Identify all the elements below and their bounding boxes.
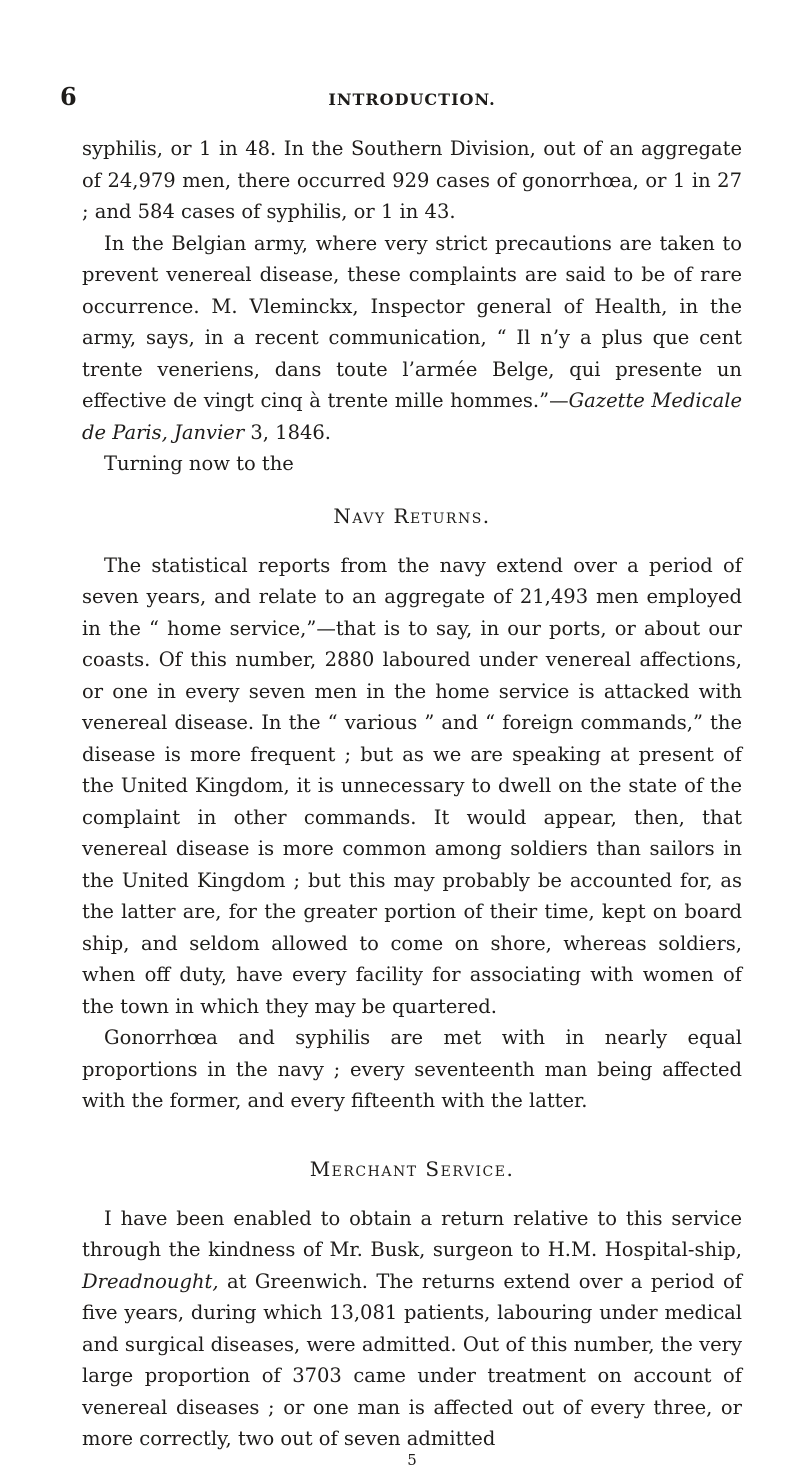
book-page [60, 60, 742, 1469]
paragraph-southern-division: syphilis, or 1 in 48. In the Southern Division, out of an aggregate of 24,979 men, there occurred 929 cases of gonorrhœa, or 1 in 27 ; and 584 cases of syphilis, or 1 in 43. [82, 137, 742, 223]
paragraph-navy-statistics: The statistical reports from the navy extend over a period of seven years, and relate to an aggregate of 21,493 men employed in the “ home service,”—that is to say, in our ports, or about our coasts. Of this number, 2880 laboured under venereal affections, or one in every seven men in the home service is attacked with venereal disease. In the “ various ” and “ foreign commands,” the disease is more frequent ; but as we are speaking at present of the United Kingdom, it is unnecessary to dwell on the state of the complaint in other commands. It would appear, then, that venereal disease is more common among soldiers than sailors in the United Kingdom ; but this may probably be accounted for, as the latter are, for the greater portion of their time, kept on board ship, and seldom allowed to come on shore, whereas soldiers, when off duty, have every facility for associating with women of the town in which they may be quartered. [82, 553, 742, 1018]
merchant-text-start: I have been enabled to obtain a return relative to this service through the kindness of Mr. Busk, surgeon to H.M. Hospital-ship, [82, 1206, 742, 1261]
body-text [82, 133, 742, 1469]
merchant-text-end: at Greenwich. The returns extend over a period of five years, during which 13,081 patients, labouring under medical and surgical diseases, were admitted. Out of this number, the very large proportion of 3703 came under treatment on account of venereal diseases ; or one man is affected out of every three, or more correctly, two out of seven admitted [82, 1269, 742, 1450]
paragraph-turning: Turning now to the [104, 452, 294, 475]
signature-mark: 5 [407, 1450, 417, 1469]
page-header [60, 60, 742, 111]
heading-merchant-service: Merchant Service. [309, 1156, 515, 1181]
ship-name: Dreadnought, [82, 1269, 219, 1293]
belgian-army-text: In the Belgian army, where very strict precautions are taken to prevent venereal disease, these complaints are said to be of rare occurrence. M. Vleminckx, Inspector general of Health, in the army, says, in a recent communication, “ Il n’y a plus que cent trente veneriens, dans toute l’armée Belge, qui presente un effective de vingt cinq à trente mille hommes.”— [82, 231, 742, 412]
running-head: INTRODUCTION. [328, 90, 496, 109]
citation-gazette: Gazette Medicale de Paris, Janvier [82, 389, 742, 444]
paragraph-navy-proportions: Gonorrhœa and syphilis are met with in nearly equal proportions in the navy ; every seventeenth man being affected with the former, and every fifteenth with the latter. [82, 1026, 742, 1112]
paragraph-merchant-service [82, 1203, 742, 1455]
paragraph-belgian-army [82, 228, 742, 449]
page-number: 6 [60, 82, 77, 111]
citation-date: 3, 1846. [244, 420, 331, 444]
heading-navy-returns: Navy Returns. [333, 503, 491, 528]
